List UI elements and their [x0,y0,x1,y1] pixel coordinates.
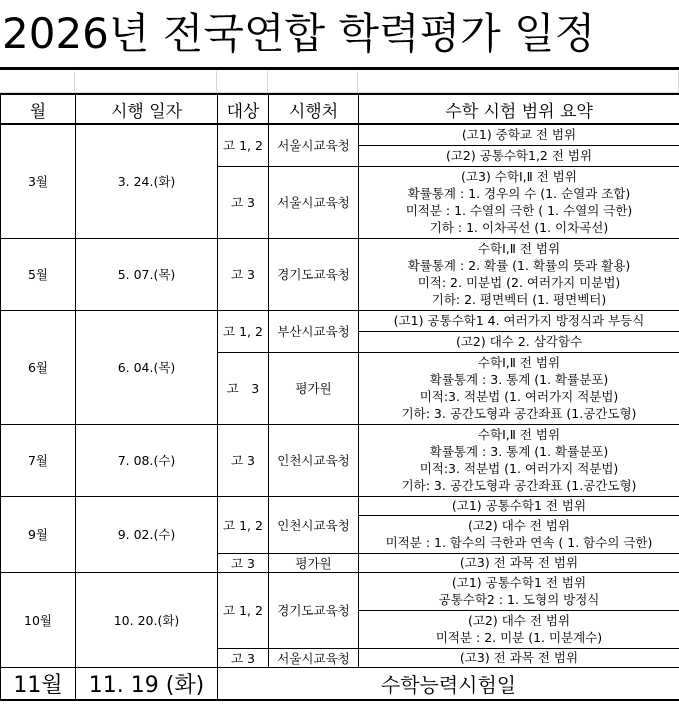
range-line: (고1) 중학교 전 범위 [461,127,577,143]
range-line: 확률통계 : 1. 경우의 수 (1. 순열과 조합) [407,186,631,201]
org-cell: 서울시교육청 [269,648,359,667]
range-line: 기하 : 1. 이차곡선 (1. 이차곡선) [429,220,609,235]
range-line: (고3) 전 과목 전 범위 [459,650,579,665]
month-cell: 7월 [1,424,76,496]
org-cell: 서울시교육청 [269,166,359,238]
range-line: (고1) 공통수학1 4. 여러가지 방정식과 부등식 [393,313,645,328]
range-cell [359,124,679,145]
final-event-cell: 수학능력시험일 [218,667,679,700]
final-date-cell: 11. 19 (화) [76,667,218,700]
range-cell [359,496,679,515]
table-row [1,124,679,145]
range-line: 기하: 3. 공간도형과 공간좌표 (1.공간도형) [401,406,637,421]
month-cell: 6월 [1,310,76,424]
target-cell: 고 3 [218,238,269,310]
header-target: 대상 [218,94,269,124]
date-cell: 5. 07.(목) [76,238,218,310]
range-line: 미적분 : 2. 미분 (1. 미분계수) [435,630,603,645]
range-line: (고2) 대수 2. 삼각함수 [455,334,583,349]
date-cell: 10. 20.(화) [76,572,218,667]
range-cell [359,648,679,667]
date-cell: 9. 02.(수) [76,496,218,572]
target-cell: 고 3 [218,166,269,238]
range-line: 기하: 3. 공간도형과 공간좌표 (1.공간도형) [401,478,637,493]
target-cell: 고 1, 2 [218,572,269,648]
range-cell [359,610,679,648]
range-line: (고2) 대수 전 범위 [467,518,571,533]
range-line: 공통수학2 : 1. 도형의 방정식 [438,592,600,607]
org-cell: 인천시교육청 [269,496,359,553]
range-line: 미적: 2. 미분법 (2. 여러가지 미분법) [417,275,621,290]
date-cell: 7. 08.(수) [76,424,218,496]
range-line: 수학Ⅰ,Ⅱ 전 범위 [477,427,561,442]
target-cell: 고 3 [218,553,269,572]
month-cell: 3월 [1,124,76,238]
range-line: 확률통계 : 3. 통계 (1. 확률분포) [429,372,609,387]
final-row [1,667,679,700]
range-line: 미적:3. 적분법 (1. 여러가지 적분법) [419,461,619,476]
range-line: (고2) 대수 전 범위 [467,613,571,628]
range-cell [359,331,679,352]
target-cell: 고 3 [218,648,269,667]
range-line: 수학Ⅰ,Ⅱ 전 범위 [477,241,561,256]
range-cell [359,424,679,496]
target-cell: 고 1, 2 [218,310,269,352]
table-row [1,496,679,515]
table-row [1,310,679,331]
range-cell [359,572,679,610]
table-row [1,424,679,496]
header-month: 월 [1,94,76,124]
target-cell: 고 1, 2 [218,124,269,166]
month-cell: 5월 [1,238,76,310]
org-cell: 평가원 [269,553,359,572]
range-line: 수학Ⅰ,Ⅱ 전 범위 [477,355,561,370]
range-cell [359,166,679,238]
range-cell [359,145,679,166]
header-range: 수학 시험 범위 요약 [359,94,679,124]
target-cell: 고 3 [218,424,269,496]
range-line: (고3) 전 과목 전 범위 [459,555,579,570]
table-row [1,572,679,610]
range-line: 확률통계 : 2. 확률 (1. 확률의 뜻과 활용) [407,258,631,273]
org-cell: 인천시교육청 [269,424,359,496]
date-cell: 3. 24.(화) [76,124,218,238]
empty-grid-row [0,71,679,93]
org-cell: 부산시교육청 [269,310,359,352]
range-cell [359,553,679,572]
header-date: 시행 일자 [76,94,218,124]
org-cell: 서울시교육청 [269,124,359,166]
page-title: 2026년 전국연합 학력평가 일정 [0,0,679,70]
schedule-table [0,93,679,701]
range-line: (고1) 공통수학1 전 범위 [451,575,587,590]
date-cell: 6. 04.(목) [76,310,218,424]
final-month-cell: 11월 [1,667,76,700]
org-cell: 평가원 [269,352,359,424]
table-row [1,238,679,310]
month-cell: 10월 [1,572,76,667]
range-cell [359,515,679,553]
month-cell: 9월 [1,496,76,572]
header-org: 시행처 [269,94,359,124]
range-line: (고3) 수학Ⅰ,Ⅱ 전 범위 [461,169,577,184]
org-cell: 경기도교육청 [269,238,359,310]
header-row [1,94,679,124]
range-line: 확률통계 : 3. 통계 (1. 확률분포) [429,444,609,459]
range-cell [359,310,679,331]
range-line: (고2) 공통수학1,2 전 범위 [445,148,593,163]
range-cell [359,238,679,310]
schedule-body [1,124,679,700]
range-line: (고1) 공통수학1 전 범위 [451,498,587,513]
org-cell: 경기도교육청 [269,572,359,648]
target-cell: 고 1, 2 [218,496,269,553]
target-cell: 고 3 [218,352,269,424]
range-line: 기하: 2. 평면벡터 (1. 평면벡터) [431,292,607,307]
range-line: 미적:3. 적분법 (1. 여러가지 적분법) [419,389,619,404]
range-cell [359,352,679,424]
range-line: 미적분 : 1. 수열의 극한 ( 1. 수열의 극한) [405,203,633,218]
range-line: 미적분 : 1. 함수의 극한과 연속 ( 1. 함수의 극한) [385,535,653,550]
